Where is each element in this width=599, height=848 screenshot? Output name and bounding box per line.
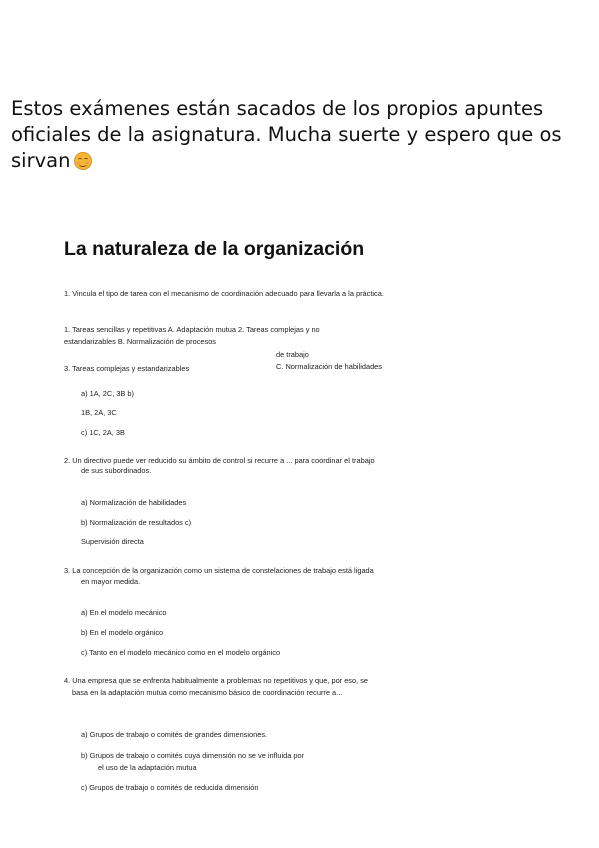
intro-paragraph bbox=[11, 96, 591, 174]
question-1-right-1: de trabajo bbox=[276, 350, 309, 359]
question-4-option-b-2: el uso de la adaptación mutua bbox=[98, 763, 197, 772]
smiling-face-icon bbox=[74, 152, 92, 170]
intro-line-3 bbox=[11, 148, 591, 174]
question-1-option-c: c) 1C, 2A, 3B bbox=[81, 428, 125, 437]
question-3-stem-2: en mayor medida. bbox=[81, 577, 141, 586]
question-2-option-c: Supervisión directa bbox=[81, 537, 144, 546]
question-1-line-c: 3. Tareas complejas y estandarizables bbox=[64, 364, 190, 373]
question-2-stem-1: 2. Un directivo puede ver reducido su ámbito de control si recurre a ... para coordinar el trabajo bbox=[64, 456, 375, 465]
question-1-stem: 1. Vincula el tipo de tarea con el mecanismo de coordinación adecuado para llevarla a la práctica. bbox=[64, 289, 384, 298]
question-4-option-c: c) Grupos de trabajo o comités de reducida dimensión bbox=[81, 783, 259, 792]
question-2-option-a: a) Normalización de habilidades bbox=[81, 498, 187, 507]
question-4-stem-2: basa en la adaptación mutua como mecanismo básico de coordinación recurre a... bbox=[72, 688, 343, 697]
question-4-stem-1: 4. Una empresa que se enfrenta habitualmente a problemas no repetitivos y que, por eso, se bbox=[64, 676, 369, 685]
question-4-option-b-1: b) Grupos de trabajo o comités cuya dimensión no se ve influida por bbox=[81, 751, 305, 760]
question-3-stem-1: 3. La concepción de la organización como un sistema de constelaciones de trabajo está ligada bbox=[64, 566, 374, 575]
page-title: La naturaleza de la organización bbox=[64, 238, 365, 260]
question-3-option-b: b) En el modelo orgánico bbox=[81, 628, 164, 637]
question-3-option-a: a) En el modelo mecánico bbox=[81, 608, 167, 617]
question-1-option-a: a) 1A, 2C, 3B b) bbox=[81, 389, 134, 398]
question-4-option-a: a) Grupos de trabajo o comités de grandes dimensiones. bbox=[81, 730, 268, 739]
question-1-right-2: C. Normalización de habilidades bbox=[276, 362, 382, 371]
intro-line-3-text: sirvan bbox=[11, 149, 71, 172]
question-1-option-b: 1B, 2A, 3C bbox=[81, 408, 117, 417]
question-1-line-a: 1. Tareas sencillas y repetitivas A. Adaptación mutua 2. Tareas complejas y no bbox=[64, 325, 320, 334]
question-2-stem-2: de sus subordinados. bbox=[81, 466, 152, 475]
question-3-option-c: c) Tanto en el modelo mecánico como en el modelo orgánico bbox=[81, 648, 281, 657]
intro-line-2: oficiales de la asignatura. Mucha suerte y espero que os bbox=[11, 123, 562, 146]
question-2-option-b: b) Normalización de resultados c) bbox=[81, 518, 192, 527]
question-1-line-b: estandarizables B. Normalización de procesos bbox=[64, 337, 216, 346]
intro-line-1: Estos exámenes están sacados de los propios apuntes bbox=[11, 97, 544, 120]
